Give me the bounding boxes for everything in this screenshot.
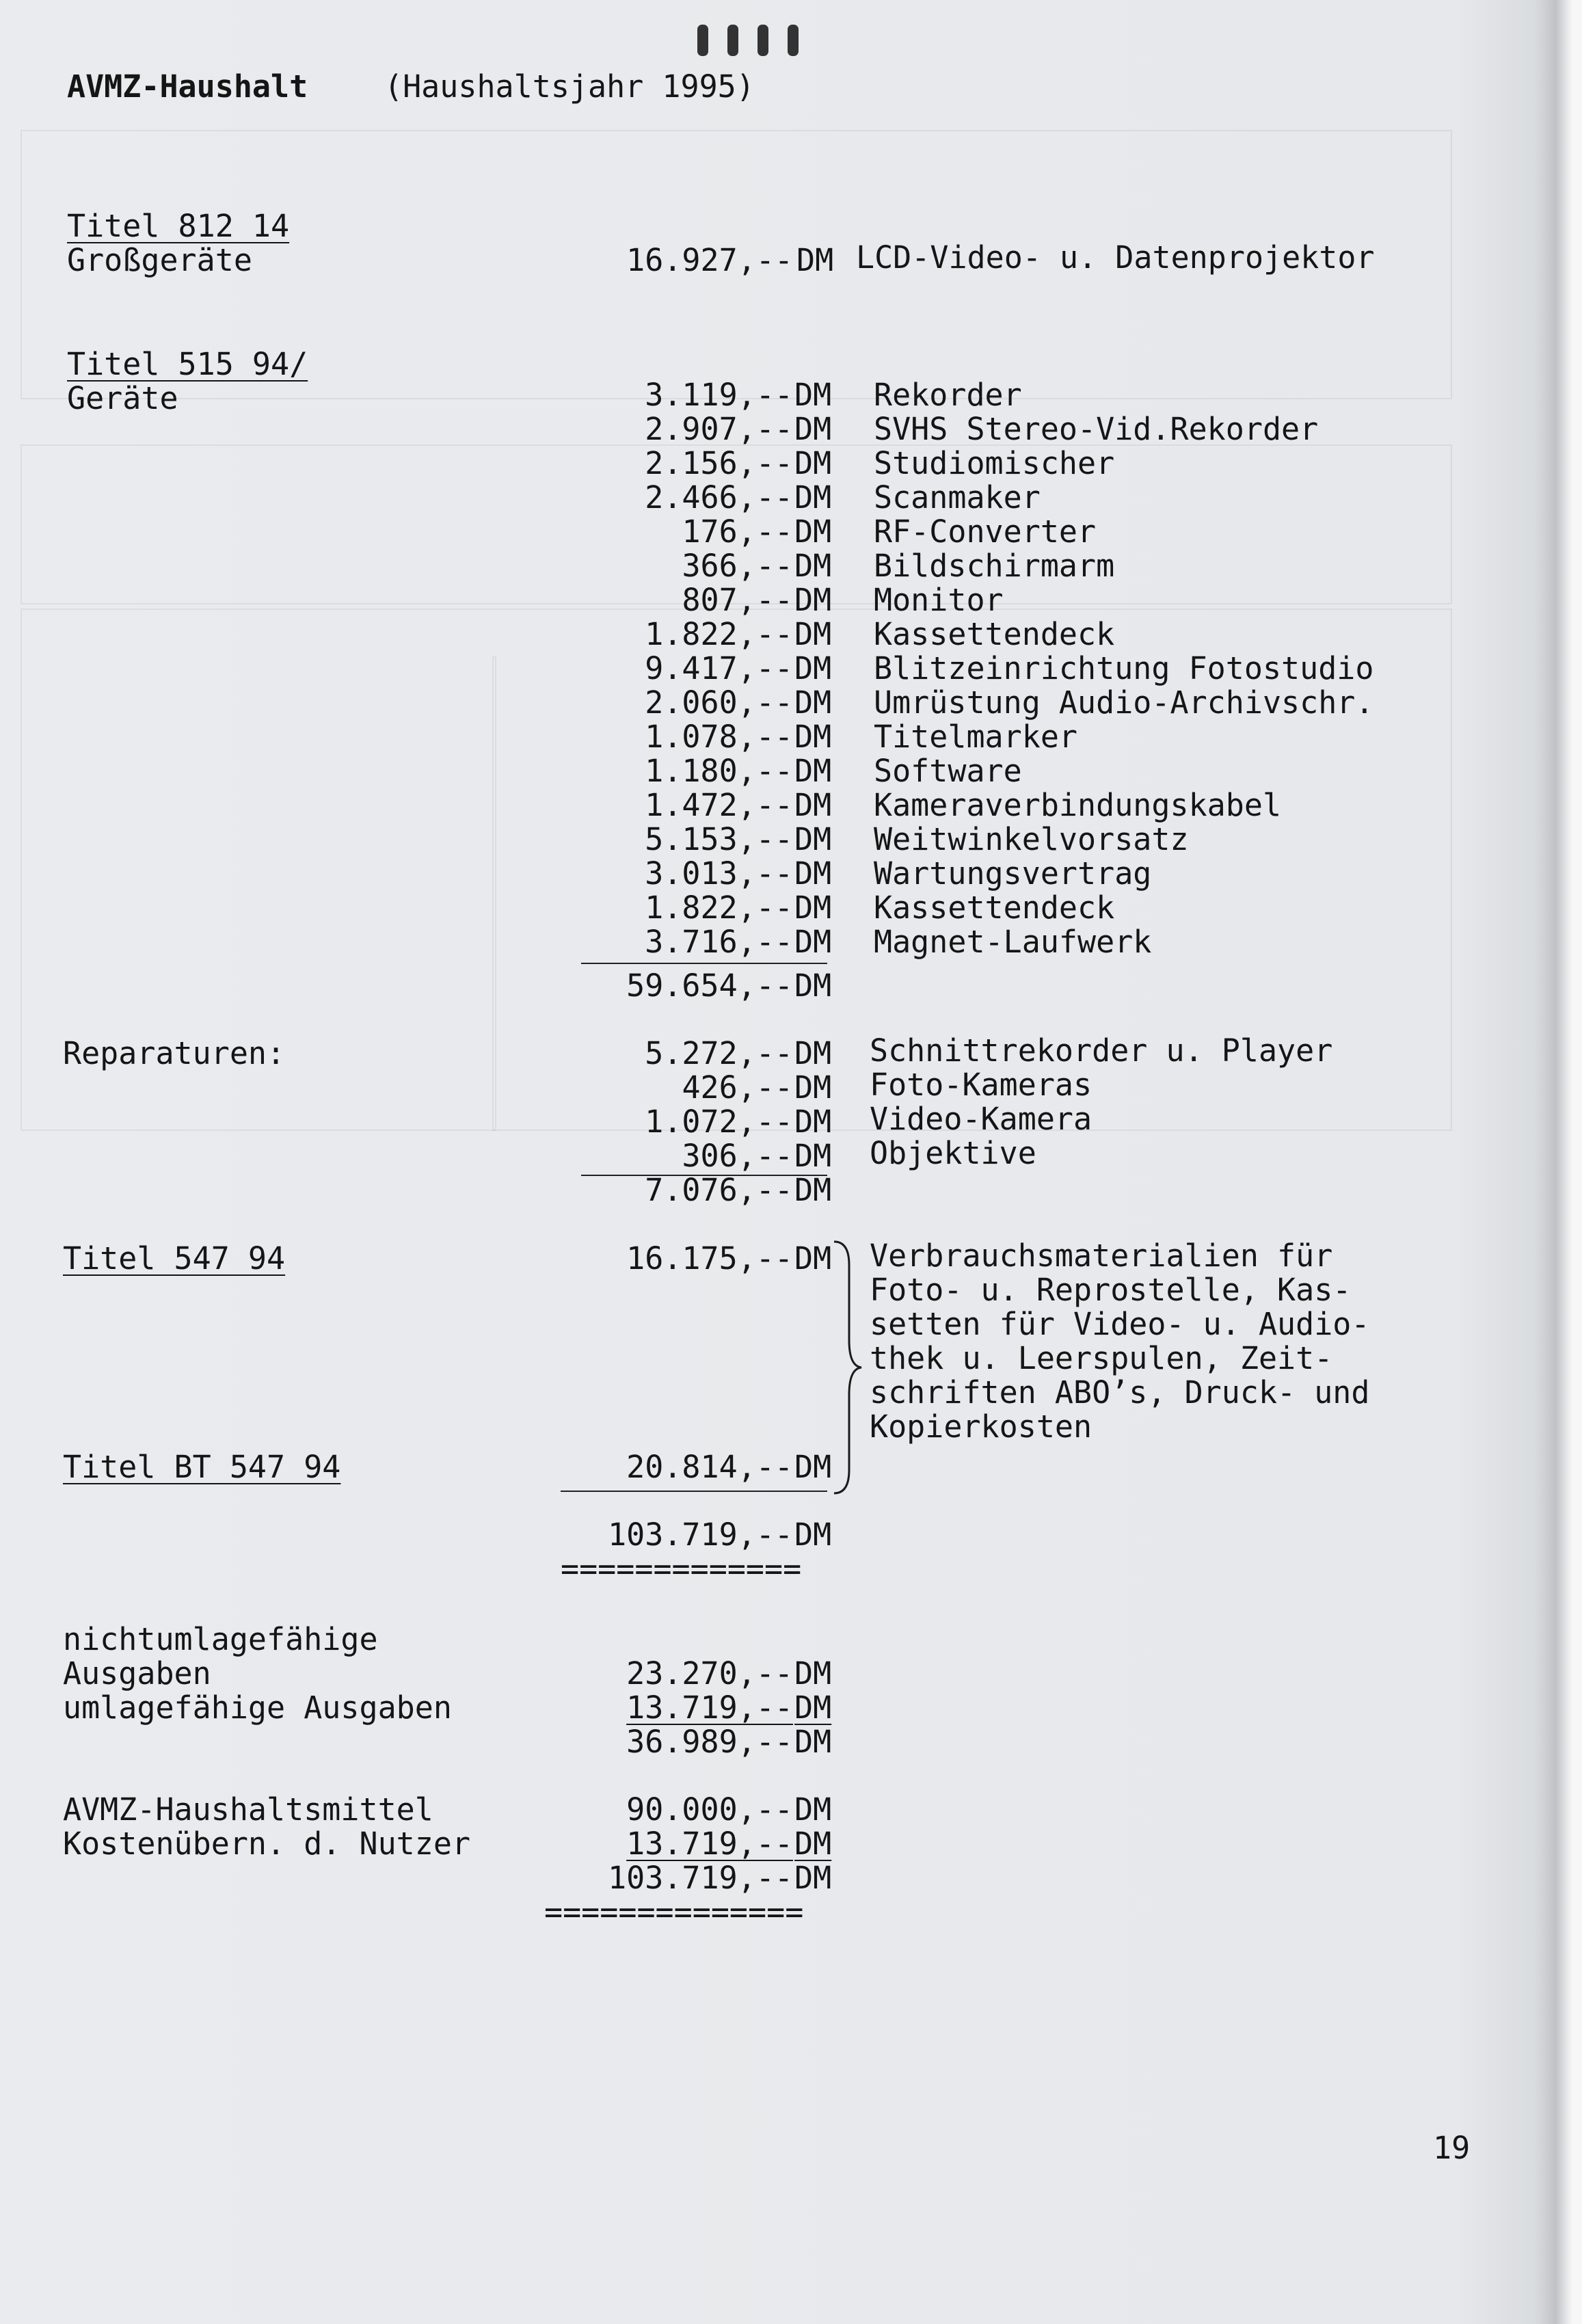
currency-label: DM	[794, 1035, 832, 1071]
geraete-total: 59.654,--	[626, 967, 793, 1004]
currency-label: DM	[794, 548, 832, 584]
currency-label: DM	[794, 445, 832, 481]
list-item-amount: 176,--	[682, 513, 793, 550]
currency-label: DM	[794, 1517, 832, 1553]
list-item-amount: 366,--	[682, 548, 793, 584]
haushaltsmittel-label: AVMZ-Haushaltsmittel	[63, 1791, 433, 1828]
currency-label: DM	[794, 924, 832, 960]
titel-bt-547-94-amount: 20.814,--	[626, 1449, 793, 1485]
currency-label: DM	[794, 1655, 832, 1692]
verbrauch-desc-line: setten für Video- u. Audio-	[870, 1306, 1370, 1342]
curly-brace-icon	[831, 1238, 866, 1497]
list-item-amount: 2.060,--	[645, 684, 793, 721]
nichtumlage-label-line1: nichtumlagefähige	[63, 1621, 378, 1657]
list-item-label: Software	[874, 753, 1022, 789]
list-item-label: SVHS Stereo-Vid.Rekorder	[874, 411, 1319, 447]
double-rule: =============	[561, 1551, 802, 1587]
kostenuebernahme-label: Kostenübern. d. Nutzer	[63, 1826, 471, 1862]
list-item-amount: 807,--	[682, 582, 793, 618]
page-edge-shadow	[1534, 0, 1582, 2324]
punch-holes	[697, 25, 818, 59]
list-item-amount: 3.716,--	[645, 924, 793, 960]
currency-label: DM	[794, 479, 832, 516]
list-item-label: Objektive	[870, 1135, 1036, 1171]
subtotal-rule	[581, 963, 827, 964]
list-item-label: Scanmaker	[874, 479, 1041, 516]
titel-812-14: Titel 812 14	[67, 208, 290, 244]
list-item-label: Rekorder	[874, 377, 1022, 413]
subtotal-rule	[561, 1491, 827, 1492]
fiscal-year-note: (Haushaltsjahr 1995)	[384, 68, 755, 105]
list-item-label: Bildschirmarm	[874, 548, 1115, 584]
currency-label: DM	[794, 719, 832, 755]
verbrauch-desc-line: Kopierkosten	[870, 1408, 1092, 1445]
currency-label: DM	[794, 821, 832, 857]
list-item-label: Titelmarker	[874, 719, 1078, 755]
currency-label: DM	[796, 242, 834, 278]
currency-label: DM	[794, 411, 832, 447]
currency-label: DM	[794, 1069, 832, 1106]
list-item-label: Weitwinkelvorsatz	[874, 821, 1189, 857]
umlage-total: 36.989,--	[626, 1724, 793, 1760]
list-item-label: Blitzeinrichtung Fotostudio	[874, 650, 1374, 686]
grossgeraete-label: Großgeräte	[67, 242, 252, 278]
currency-label: DM	[794, 1172, 832, 1208]
titel-547-94: Titel 547 94	[63, 1240, 286, 1277]
list-item-amount: 2.466,--	[645, 479, 793, 516]
currency-label: DM	[794, 582, 832, 618]
list-item-amount: 3.119,--	[645, 377, 793, 413]
currency-label: DM	[794, 1724, 832, 1760]
currency-label: DM	[794, 855, 832, 892]
list-item-amount: 1.078,--	[645, 719, 793, 755]
umlage-amount: 13.719,--	[626, 1689, 793, 1726]
list-item-label: Wartungsvertrag	[874, 855, 1152, 892]
list-item-label: Studiomischer	[874, 445, 1115, 481]
page-number: 19	[1433, 2130, 1471, 2166]
verbrauch-desc-line: schriften ABO’s, Druck- und	[870, 1374, 1370, 1411]
list-item-amount: 1.472,--	[645, 787, 793, 823]
currency-label: DM	[794, 1104, 832, 1140]
list-item-label: Video-Kamera	[870, 1101, 1092, 1137]
list-item-amount: 306,--	[682, 1138, 793, 1174]
currency-label: DM	[794, 377, 832, 413]
nichtumlage-label-line2: Ausgaben	[63, 1655, 211, 1692]
titel-547-94-amount: 16.175,--	[626, 1240, 793, 1277]
currency-label: DM	[794, 1240, 832, 1277]
list-item-amount: 2.156,--	[645, 445, 793, 481]
list-item-amount: 9.417,--	[645, 650, 793, 686]
verbrauch-desc-line: thek u. Leerspulen, Zeit-	[870, 1340, 1333, 1376]
currency-label: DM	[794, 753, 832, 789]
list-item-amount: 1.072,--	[645, 1104, 793, 1140]
currency-label: DM	[794, 1449, 832, 1485]
list-item-amount: 1.822,--	[645, 890, 793, 926]
list-item-label: Kassettendeck	[874, 616, 1115, 652]
document-title: AVMZ-Haushalt	[67, 68, 308, 105]
list-item-label: Kassettendeck	[874, 890, 1115, 926]
haushaltsmittel-amount: 90.000,--	[626, 1791, 793, 1828]
reparaturen-label: Reparaturen:	[63, 1035, 286, 1071]
list-item-amount: 2.907,--	[645, 411, 793, 447]
currency-label: DM	[794, 684, 832, 721]
currency-label: DM	[794, 513, 832, 550]
list-item-label: Magnet-Laufwerk	[874, 924, 1152, 960]
grossgeraete-item: LCD-Video- u. Datenprojektor	[856, 239, 1375, 276]
geraete-label: Geräte	[67, 380, 178, 416]
nichtumlage-amount: 23.270,--	[626, 1655, 793, 1692]
umlage-label: umlagefähige Ausgaben	[63, 1689, 452, 1726]
kostenuebernahme-amount: 13.719,--	[626, 1826, 793, 1862]
haushalt-total: 103.719,--	[608, 1860, 793, 1896]
grossgeraete-amount: 16.927,--	[626, 242, 793, 278]
currency-label: DM	[794, 1791, 832, 1828]
verbrauch-desc-line: Foto- u. Reprostelle, Kas-	[870, 1272, 1352, 1308]
currency-label: DM	[794, 1860, 832, 1896]
list-item-label: RF-Converter	[874, 513, 1097, 550]
titel-bt-547-94: Titel BT 547 94	[63, 1449, 341, 1485]
currency-label: DM	[794, 967, 832, 1004]
list-item-amount: 1.822,--	[645, 616, 793, 652]
list-item-amount: 1.180,--	[645, 753, 793, 789]
list-item-label: Schnittrekorder u. Player	[870, 1032, 1333, 1069]
titel-515-94: Titel 515 94/	[67, 346, 308, 382]
currency-label: DM	[794, 890, 832, 926]
currency-label: DM	[794, 1689, 832, 1726]
list-item-amount: 426,--	[682, 1069, 793, 1106]
currency-label: DM	[794, 616, 832, 652]
currency-label: DM	[794, 1826, 832, 1862]
list-item-label: Umrüstung Audio-Archivschr.	[874, 684, 1374, 721]
list-item-amount: 5.272,--	[645, 1035, 793, 1071]
double-rule: ==============	[544, 1894, 804, 1930]
list-item-amount: 5.153,--	[645, 821, 793, 857]
list-item-label: Foto-Kameras	[870, 1067, 1092, 1103]
list-item-label: Monitor	[874, 582, 1004, 618]
list-item-amount: 3.013,--	[645, 855, 793, 892]
currency-label: DM	[794, 1138, 832, 1174]
list-item-label: Kameraverbindungskabel	[874, 787, 1282, 823]
verbrauch-desc-line: Verbrauchsmaterialien für	[870, 1238, 1333, 1274]
currency-label: DM	[794, 650, 832, 686]
reparaturen-total: 7.076,--	[645, 1172, 793, 1208]
verbrauch-total: 103.719,--	[608, 1517, 793, 1553]
currency-label: DM	[794, 787, 832, 823]
